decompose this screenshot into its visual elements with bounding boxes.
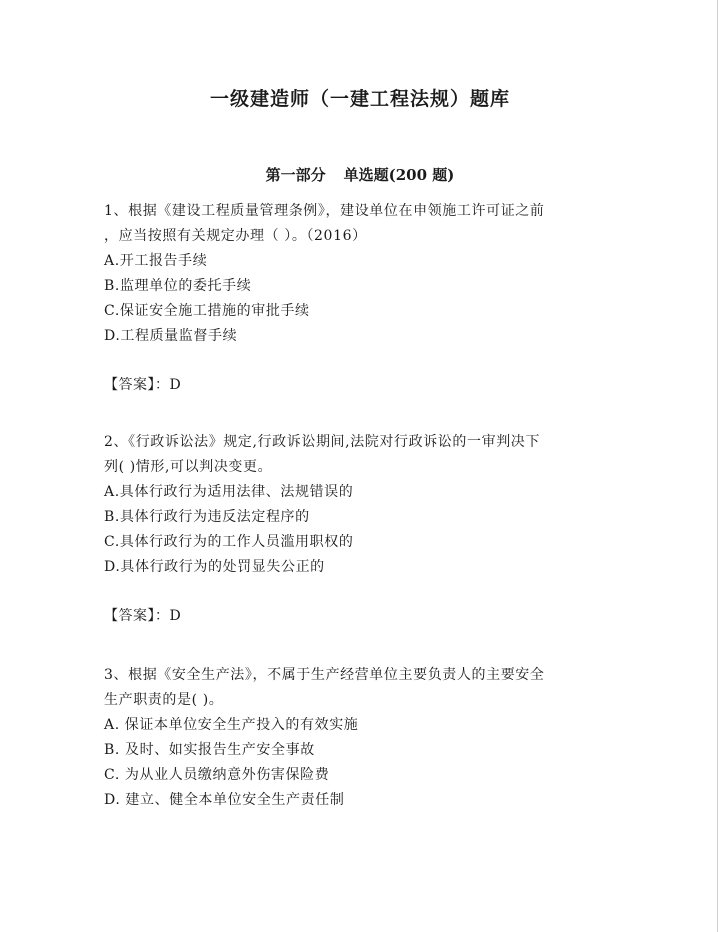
answer-label: 【答案】：D (104, 608, 182, 624)
page-edge-line (717, 0, 718, 932)
option-b: B.具体行政行为违反法定程序的 (104, 509, 310, 525)
question-3 (104, 663, 614, 813)
question-stem-line: 3、根据《安全生产法》，不属于生产经营单位主要负责人的主要安全 (104, 667, 545, 683)
section-name: 单选题(200 题) (343, 166, 455, 184)
question-stem-line: 生产职责的是( )。 (104, 692, 224, 708)
option-a: A. 保证本单位安全生产投入的有效实施 (104, 717, 359, 733)
option-c: C.保证安全施工措施的审批手续 (104, 303, 310, 319)
option-d: D.具体行政行为的处罚显失公正的 (104, 559, 325, 575)
question-stem-line: 2、《行政诉讼法》规定,行政诉讼期间,法院对行政诉讼的一审判决下 (104, 434, 541, 450)
question-1 (104, 199, 614, 398)
option-a: A.开工报告手续 (104, 253, 208, 269)
option-d: D.工程质量监督手续 (104, 328, 238, 344)
question-2 (104, 430, 614, 629)
option-a: A.具体行政行为适用法律、法规错误的 (104, 484, 354, 500)
document-title: 一级建造师（一建工程法规）题库 (209, 88, 510, 110)
option-c: C. 为从业人员缴纳意外伤害保险费 (104, 767, 330, 783)
section-heading (0, 164, 720, 185)
option-b: B.监理单位的委托手续 (104, 278, 252, 294)
section-part: 第一部分 (265, 166, 326, 184)
question-stem-line: 1、根据《建设工程质量管理条例》，建设单位在申领施工许可证之前 (104, 203, 545, 219)
answer-label: 【答案】：D (104, 377, 182, 393)
option-c: C.具体行政行为的工作人员滥用职权的 (104, 534, 354, 550)
question-stem-line: 列( )情形,可以判决变更。 (104, 459, 273, 475)
question-stem-line: ，应当按照有关规定办理（ ）。（2016） (104, 228, 367, 244)
option-b: B. 及时、如实报告生产安全事故 (104, 742, 315, 758)
option-d: D. 建立、健全本单位安全生产责任制 (104, 792, 345, 808)
